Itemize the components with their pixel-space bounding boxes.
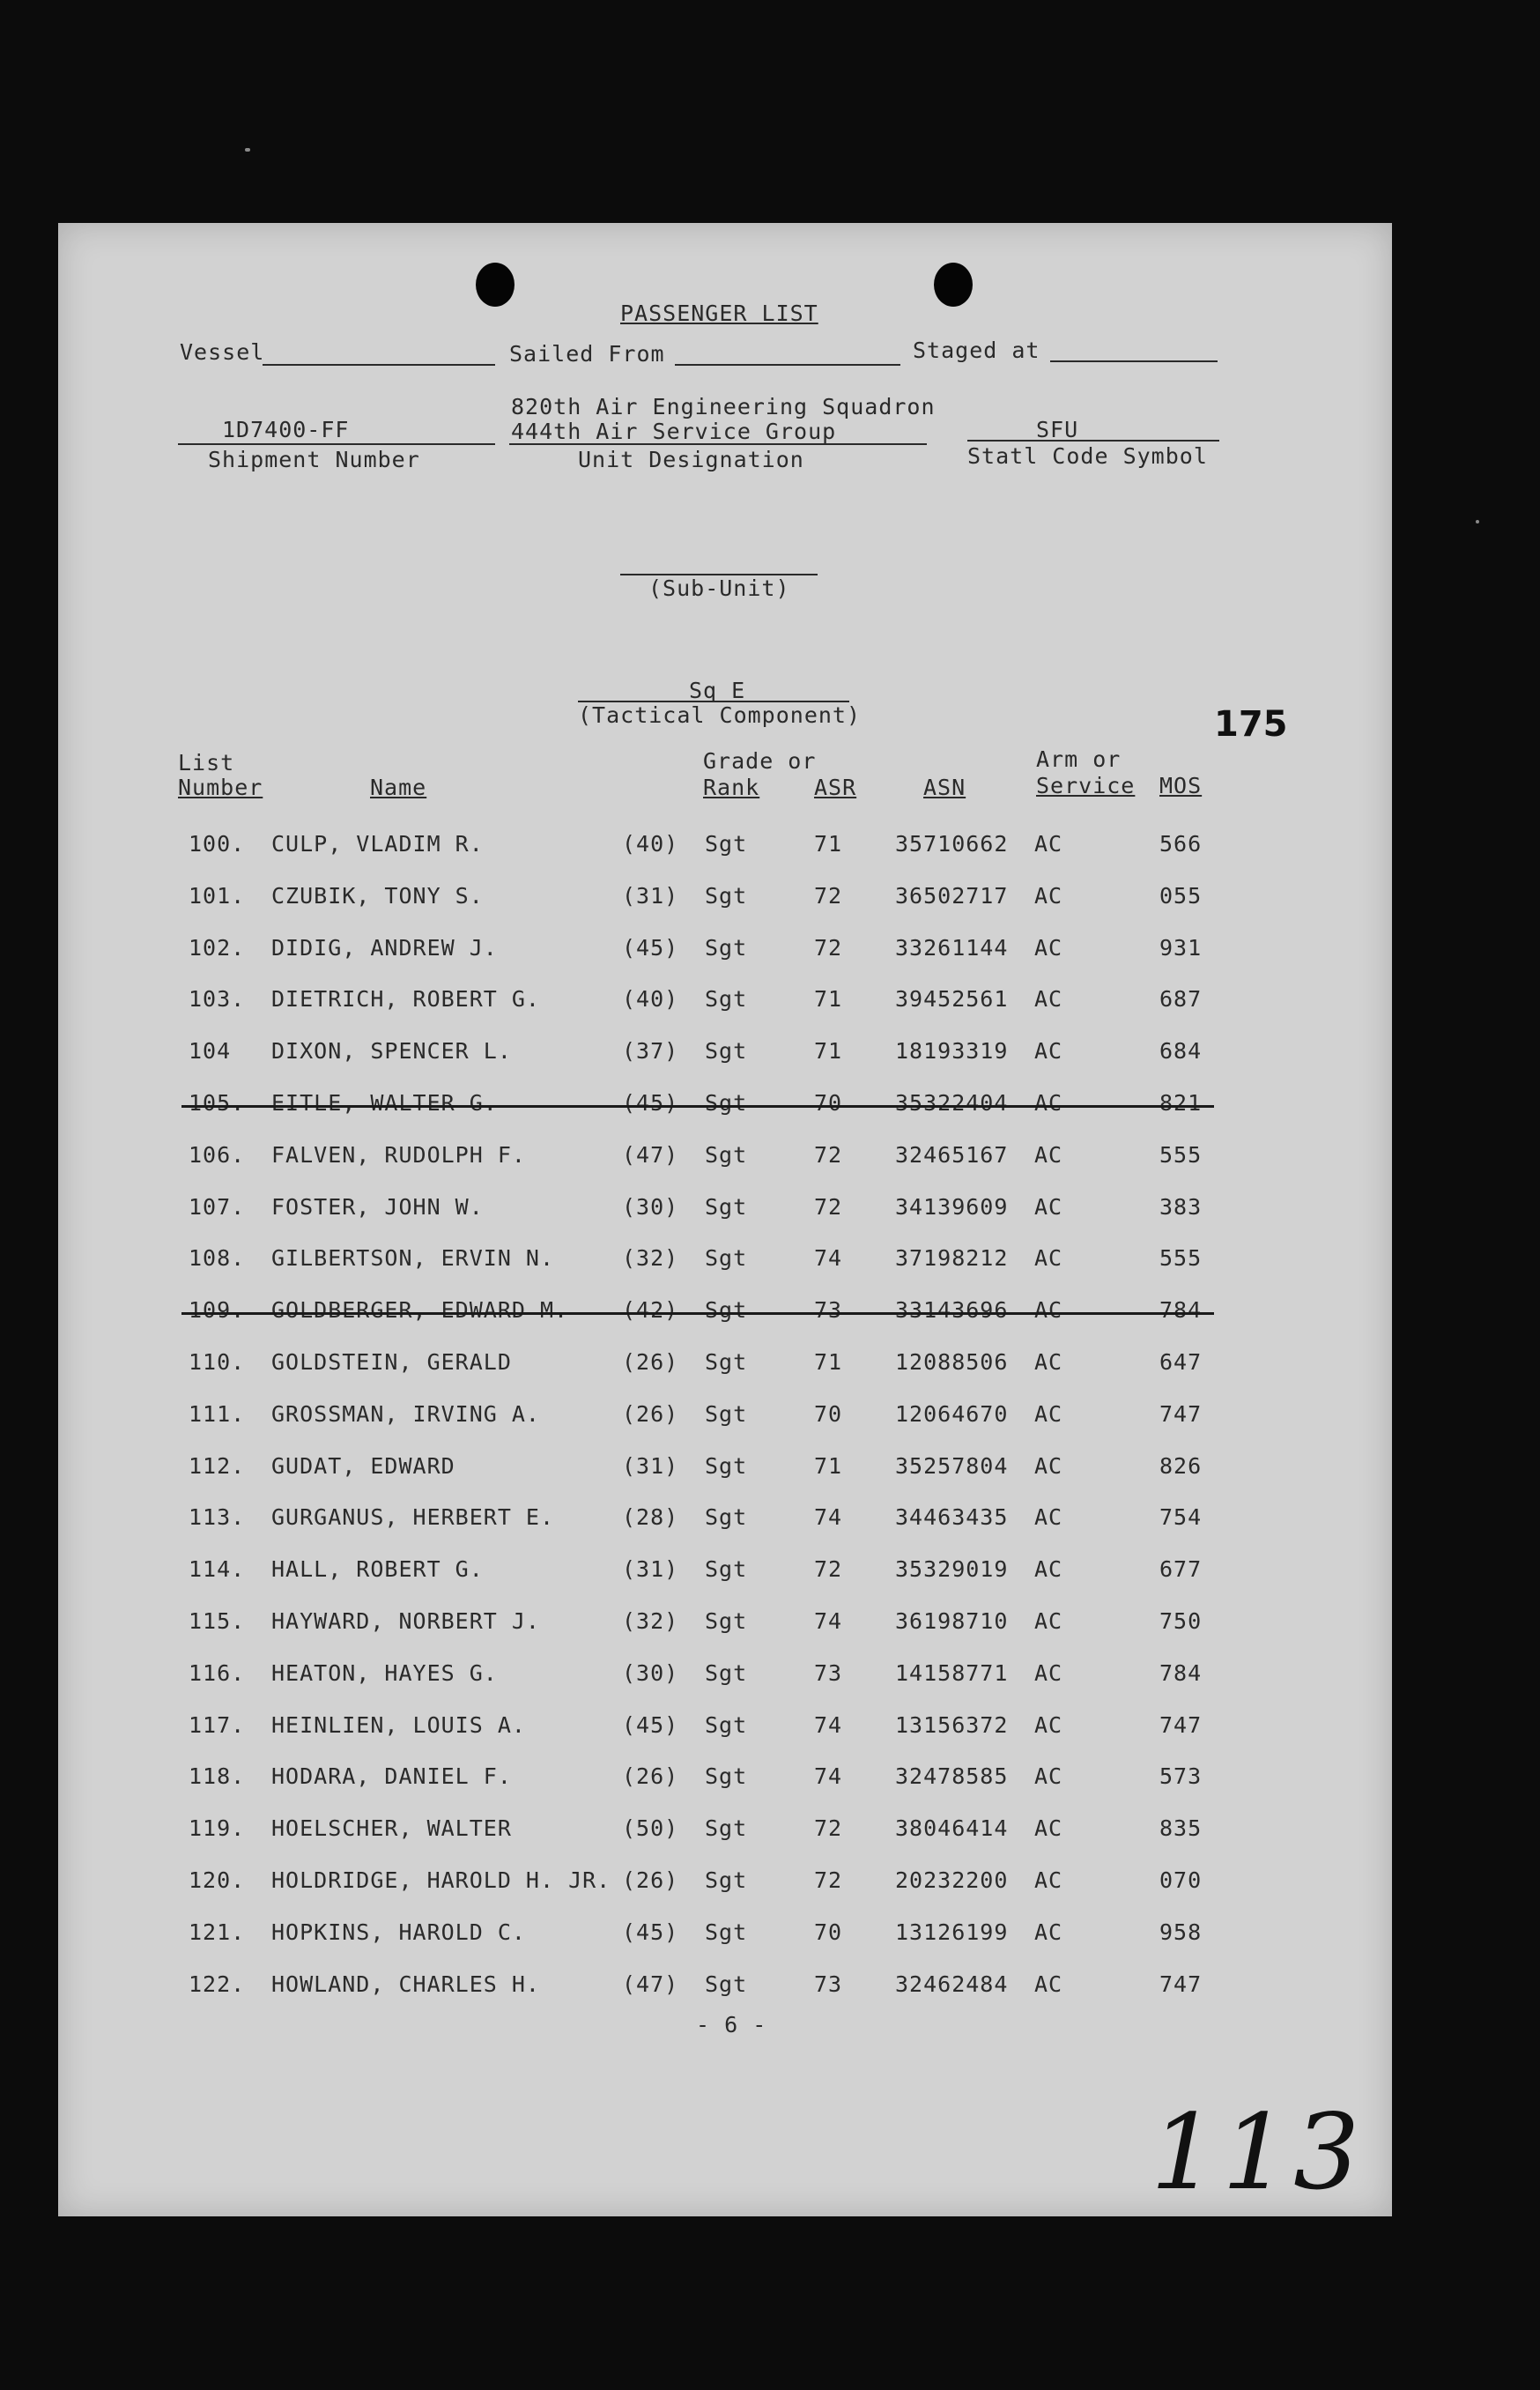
row-list-number: 117. bbox=[189, 1711, 246, 1738]
row-arm: AC bbox=[1034, 1867, 1063, 1893]
row-name: GURGANUS, HERBERT E. bbox=[271, 1504, 555, 1531]
row-rank: Sgt bbox=[705, 1763, 748, 1790]
row-asr: 71 bbox=[814, 986, 843, 1013]
strikethrough-line bbox=[181, 1312, 1214, 1315]
unit-designation-line-2: 444th Air Service Group bbox=[511, 419, 837, 444]
row-mos: 784 bbox=[1159, 1659, 1203, 1686]
row-arm: AC bbox=[1034, 1763, 1063, 1790]
table-row bbox=[58, 1608, 1392, 1644]
row-list-number: 122. bbox=[189, 1971, 246, 1997]
row-asn: 36198710 bbox=[895, 1608, 1009, 1634]
col-name: Name bbox=[370, 775, 427, 800]
staged-at-line bbox=[1050, 360, 1218, 362]
staged-at-label: Staged at bbox=[913, 338, 1040, 363]
row-asr: 72 bbox=[814, 1815, 843, 1842]
sailed-from-line bbox=[675, 364, 900, 366]
table-row bbox=[58, 1349, 1392, 1384]
row-mos: 826 bbox=[1159, 1452, 1203, 1479]
row-rank: Sgt bbox=[705, 1349, 748, 1375]
row-asn: 35329019 bbox=[895, 1556, 1009, 1583]
row-age: (45) bbox=[622, 934, 679, 961]
row-age: (26) bbox=[622, 1763, 679, 1790]
row-age: (28) bbox=[622, 1504, 679, 1531]
row-list-number: 102. bbox=[189, 934, 246, 961]
row-name: HEATON, HAYES G. bbox=[271, 1659, 498, 1686]
row-list-number: 110. bbox=[189, 1349, 246, 1375]
table-row bbox=[58, 883, 1392, 918]
table-row bbox=[58, 1763, 1392, 1799]
row-rank: Sgt bbox=[705, 1608, 748, 1634]
row-asn: 34463435 bbox=[895, 1504, 1009, 1531]
row-arm: AC bbox=[1034, 1193, 1063, 1220]
row-rank: Sgt bbox=[705, 831, 748, 857]
table-row bbox=[58, 986, 1392, 1021]
row-arm: AC bbox=[1034, 1659, 1063, 1686]
row-list-number: 115. bbox=[189, 1608, 246, 1634]
row-asn: 33143696 bbox=[895, 1297, 1009, 1324]
row-asn: 18193319 bbox=[895, 1038, 1009, 1065]
table-row bbox=[58, 1245, 1392, 1280]
row-mos: 958 bbox=[1159, 1919, 1203, 1945]
row-asn: 35322404 bbox=[895, 1090, 1009, 1116]
row-asr: 74 bbox=[814, 1245, 843, 1272]
row-rank: Sgt bbox=[705, 1452, 748, 1479]
row-name: HOPKINS, HAROLD C. bbox=[271, 1919, 526, 1945]
row-list-number: 100. bbox=[189, 831, 246, 857]
row-rank: Sgt bbox=[705, 1141, 748, 1168]
row-list-number: 105. bbox=[189, 1090, 246, 1116]
row-asn: 35710662 bbox=[895, 831, 1009, 857]
row-arm: AC bbox=[1034, 1090, 1063, 1116]
row-name: CULP, VLADIM R. bbox=[271, 831, 484, 857]
row-rank: Sgt bbox=[705, 1090, 748, 1116]
row-asr: 71 bbox=[814, 831, 843, 857]
row-asn: 35257804 bbox=[895, 1452, 1009, 1479]
row-arm: AC bbox=[1034, 1452, 1063, 1479]
row-name: HOWLAND, CHARLES H. bbox=[271, 1971, 540, 1997]
row-rank: Sgt bbox=[705, 1971, 748, 1997]
document-page bbox=[58, 223, 1392, 2216]
row-mos: 687 bbox=[1159, 986, 1203, 1013]
row-age: (31) bbox=[622, 1556, 679, 1583]
row-name: DIETRICH, ROBERT G. bbox=[271, 986, 540, 1013]
table-row bbox=[58, 1815, 1392, 1851]
col-mos: MOS bbox=[1159, 773, 1203, 798]
row-name: EITLE, WALTER G. bbox=[271, 1090, 498, 1116]
row-asn: 12088506 bbox=[895, 1349, 1009, 1375]
row-rank: Sgt bbox=[705, 1504, 748, 1531]
row-age: (50) bbox=[622, 1815, 679, 1842]
row-mos: 055 bbox=[1159, 882, 1203, 909]
row-age: (31) bbox=[622, 882, 679, 909]
row-asr: 73 bbox=[814, 1659, 843, 1686]
sailed-from-label: Sailed From bbox=[509, 341, 665, 367]
row-age: (30) bbox=[622, 1659, 679, 1686]
row-arm: AC bbox=[1034, 882, 1063, 909]
row-asr: 71 bbox=[814, 1349, 843, 1375]
row-asr: 74 bbox=[814, 1504, 843, 1531]
row-age: (37) bbox=[622, 1038, 679, 1065]
row-mos: 555 bbox=[1159, 1245, 1203, 1272]
table-row bbox=[58, 1712, 1392, 1748]
row-age: (45) bbox=[622, 1919, 679, 1945]
col-asn: ASN bbox=[923, 775, 966, 800]
col-grade-top: Grade or bbox=[703, 748, 817, 774]
stamped-number: 175 bbox=[1214, 704, 1288, 745]
table-row bbox=[58, 1453, 1392, 1488]
row-list-number: 120. bbox=[189, 1867, 246, 1893]
row-arm: AC bbox=[1034, 1711, 1063, 1738]
statl-code-line bbox=[967, 440, 1219, 442]
row-arm: AC bbox=[1034, 831, 1063, 857]
row-list-number: 109. bbox=[189, 1297, 246, 1324]
row-name: FOSTER, JOHN W. bbox=[271, 1193, 484, 1220]
sub-unit-label: (Sub-Unit) bbox=[648, 575, 790, 601]
row-arm: AC bbox=[1034, 986, 1063, 1013]
row-arm: AC bbox=[1034, 1919, 1063, 1945]
row-asn: 34139609 bbox=[895, 1193, 1009, 1220]
row-arm: AC bbox=[1034, 1608, 1063, 1634]
row-list-number: 103. bbox=[189, 986, 246, 1013]
row-mos: 784 bbox=[1159, 1297, 1203, 1324]
row-asn: 32478585 bbox=[895, 1763, 1009, 1790]
row-asr: 72 bbox=[814, 1141, 843, 1168]
row-asn: 38046414 bbox=[895, 1815, 1009, 1842]
row-name: HALL, ROBERT G. bbox=[271, 1556, 484, 1583]
row-age: (40) bbox=[622, 986, 679, 1013]
row-arm: AC bbox=[1034, 1556, 1063, 1583]
row-mos: 835 bbox=[1159, 1815, 1203, 1842]
row-asr: 70 bbox=[814, 1090, 843, 1116]
row-name: HOLDRIDGE, HAROLD H. JR. bbox=[271, 1867, 611, 1893]
col-list-number-bottom: Number bbox=[178, 775, 263, 800]
table-row bbox=[58, 1090, 1392, 1125]
row-arm: AC bbox=[1034, 1400, 1063, 1427]
row-arm: AC bbox=[1034, 934, 1063, 961]
row-age: (45) bbox=[622, 1711, 679, 1738]
row-asn: 32465167 bbox=[895, 1141, 1009, 1168]
table-row bbox=[58, 1194, 1392, 1229]
row-asn: 32462484 bbox=[895, 1971, 1009, 1997]
shipment-number: 1D7400-FF bbox=[222, 417, 350, 442]
row-name: GOLDBERGER, EDWARD M. bbox=[271, 1297, 569, 1324]
row-name: GILBERTSON, ERVIN N. bbox=[271, 1245, 555, 1272]
table-row bbox=[58, 1556, 1392, 1592]
row-rank: Sgt bbox=[705, 986, 748, 1013]
table-row bbox=[58, 1971, 1392, 2007]
row-mos: 555 bbox=[1159, 1141, 1203, 1168]
col-list-number-top: List bbox=[178, 750, 235, 776]
table-row bbox=[58, 1660, 1392, 1696]
row-list-number: 101. bbox=[189, 882, 246, 909]
vessel-line bbox=[263, 364, 495, 366]
row-asn: 36502717 bbox=[895, 882, 1009, 909]
row-rank: Sgt bbox=[705, 1659, 748, 1686]
row-asr: 72 bbox=[814, 1556, 843, 1583]
row-rank: Sgt bbox=[705, 882, 748, 909]
row-mos: 070 bbox=[1159, 1867, 1203, 1893]
row-mos: 821 bbox=[1159, 1090, 1203, 1116]
statl-code: SFU bbox=[1036, 417, 1079, 442]
row-asn: 13156372 bbox=[895, 1711, 1009, 1738]
handwritten-number: 113 bbox=[1151, 2091, 1366, 2213]
row-rank: Sgt bbox=[705, 1556, 748, 1583]
row-list-number: 118. bbox=[189, 1763, 246, 1790]
row-asr: 71 bbox=[814, 1038, 843, 1065]
row-arm: AC bbox=[1034, 1971, 1063, 1997]
col-grade-bottom: Rank bbox=[703, 775, 760, 800]
punch-hole-left bbox=[476, 263, 515, 307]
row-list-number: 112. bbox=[189, 1452, 246, 1479]
row-arm: AC bbox=[1034, 1038, 1063, 1065]
row-age: (47) bbox=[622, 1141, 679, 1168]
row-name: CZUBIK, TONY S. bbox=[271, 882, 484, 909]
row-asr: 73 bbox=[814, 1297, 843, 1324]
table-row bbox=[58, 935, 1392, 970]
row-asr: 72 bbox=[814, 934, 843, 961]
row-name: HOELSCHER, WALTER bbox=[271, 1815, 512, 1842]
page-number: - 6 - bbox=[696, 2012, 767, 2037]
tactical-component: Sq E bbox=[689, 678, 746, 703]
row-name: HAYWARD, NORBERT J. bbox=[271, 1608, 540, 1634]
row-asn: 33261144 bbox=[895, 934, 1009, 961]
table-row bbox=[58, 1867, 1392, 1903]
col-arm-top: Arm or bbox=[1036, 746, 1122, 772]
row-name: GUDAT, EDWARD bbox=[271, 1452, 455, 1479]
row-rank: Sgt bbox=[705, 1297, 748, 1324]
row-asr: 70 bbox=[814, 1919, 843, 1945]
row-rank: Sgt bbox=[705, 1193, 748, 1220]
row-age: (32) bbox=[622, 1608, 679, 1634]
strikethrough-line bbox=[181, 1105, 1214, 1108]
row-arm: AC bbox=[1034, 1141, 1063, 1168]
row-mos: 566 bbox=[1159, 831, 1203, 857]
row-arm: AC bbox=[1034, 1297, 1063, 1324]
col-asr: ASR bbox=[814, 775, 857, 800]
vessel-label: Vessel bbox=[180, 339, 265, 365]
table-row bbox=[58, 1142, 1392, 1177]
row-mos: 747 bbox=[1159, 1711, 1203, 1738]
table-row bbox=[58, 831, 1392, 866]
dust-speck bbox=[1476, 520, 1479, 523]
row-asr: 74 bbox=[814, 1763, 843, 1790]
row-rank: Sgt bbox=[705, 934, 748, 961]
row-age: (40) bbox=[622, 831, 679, 857]
row-list-number: 111. bbox=[189, 1400, 246, 1427]
row-rank: Sgt bbox=[705, 1245, 748, 1272]
table-row bbox=[58, 1401, 1392, 1436]
dust-speck bbox=[245, 148, 250, 152]
row-name: FALVEN, RUDOLPH F. bbox=[271, 1141, 526, 1168]
row-asn: 13126199 bbox=[895, 1919, 1009, 1945]
row-list-number: 107. bbox=[189, 1193, 246, 1220]
row-name: GOLDSTEIN, GERALD bbox=[271, 1349, 512, 1375]
row-asr: 73 bbox=[814, 1971, 843, 1997]
row-mos: 573 bbox=[1159, 1763, 1203, 1790]
row-name: DIDIG, ANDREW J. bbox=[271, 934, 498, 961]
unit-designation-line bbox=[509, 443, 927, 445]
row-list-number: 114. bbox=[189, 1556, 246, 1583]
row-list-number: 116. bbox=[189, 1659, 246, 1686]
row-asr: 74 bbox=[814, 1711, 843, 1738]
shipment-number-label: Shipment Number bbox=[208, 447, 420, 472]
punch-hole-right bbox=[934, 263, 973, 307]
row-age: (26) bbox=[622, 1400, 679, 1427]
unit-designation-label: Unit Designation bbox=[578, 447, 804, 472]
row-asn: 12064670 bbox=[895, 1400, 1009, 1427]
row-asr: 70 bbox=[814, 1400, 843, 1427]
table-row bbox=[58, 1504, 1392, 1540]
row-mos: 647 bbox=[1159, 1349, 1203, 1375]
row-mos: 747 bbox=[1159, 1400, 1203, 1427]
row-mos: 750 bbox=[1159, 1608, 1203, 1634]
table-row bbox=[58, 1038, 1392, 1073]
row-asr: 72 bbox=[814, 1193, 843, 1220]
row-asn: 39452561 bbox=[895, 986, 1009, 1013]
row-list-number: 121. bbox=[189, 1919, 246, 1945]
row-age: (30) bbox=[622, 1193, 679, 1220]
row-list-number: 104 bbox=[189, 1038, 232, 1065]
row-name: HEINLIEN, LOUIS A. bbox=[271, 1711, 526, 1738]
page-title: PASSENGER LIST bbox=[620, 301, 818, 326]
row-asr: 71 bbox=[814, 1452, 843, 1479]
unit-designation-line-1: 820th Air Engineering Squadron bbox=[511, 394, 936, 419]
row-rank: Sgt bbox=[705, 1919, 748, 1945]
table-row bbox=[58, 1297, 1392, 1332]
row-rank: Sgt bbox=[705, 1711, 748, 1738]
row-asn: 14158771 bbox=[895, 1659, 1009, 1686]
row-arm: AC bbox=[1034, 1815, 1063, 1842]
row-age: (32) bbox=[622, 1245, 679, 1272]
row-mos: 684 bbox=[1159, 1038, 1203, 1065]
row-mos: 383 bbox=[1159, 1193, 1203, 1220]
row-mos: 754 bbox=[1159, 1504, 1203, 1531]
row-list-number: 106. bbox=[189, 1141, 246, 1168]
row-age: (42) bbox=[622, 1297, 679, 1324]
row-rank: Sgt bbox=[705, 1815, 748, 1842]
row-mos: 931 bbox=[1159, 934, 1203, 961]
row-asr: 72 bbox=[814, 882, 843, 909]
row-list-number: 113. bbox=[189, 1504, 246, 1531]
row-mos: 677 bbox=[1159, 1556, 1203, 1583]
row-name: DIXON, SPENCER L. bbox=[271, 1038, 512, 1065]
table-row bbox=[58, 1919, 1392, 1955]
row-age: (47) bbox=[622, 1971, 679, 1997]
row-age: (26) bbox=[622, 1349, 679, 1375]
row-asn: 20232200 bbox=[895, 1867, 1009, 1893]
row-mos: 747 bbox=[1159, 1971, 1203, 1997]
row-asn: 37198212 bbox=[895, 1245, 1009, 1272]
row-age: (45) bbox=[622, 1090, 679, 1116]
tactical-component-label: (Tactical Component) bbox=[578, 702, 862, 728]
row-rank: Sgt bbox=[705, 1038, 748, 1065]
row-age: (26) bbox=[622, 1867, 679, 1893]
row-arm: AC bbox=[1034, 1504, 1063, 1531]
row-list-number: 119. bbox=[189, 1815, 246, 1842]
row-asr: 74 bbox=[814, 1608, 843, 1634]
row-name: HODARA, DANIEL F. bbox=[271, 1763, 512, 1790]
row-list-number: 108. bbox=[189, 1245, 246, 1272]
col-arm-bottom: Service bbox=[1036, 773, 1136, 798]
row-name: GROSSMAN, IRVING A. bbox=[271, 1400, 540, 1427]
row-arm: AC bbox=[1034, 1245, 1063, 1272]
row-arm: AC bbox=[1034, 1349, 1063, 1375]
statl-code-label: Statl Code Symbol bbox=[967, 443, 1208, 469]
row-age: (31) bbox=[622, 1452, 679, 1479]
row-rank: Sgt bbox=[705, 1400, 748, 1427]
row-asr: 72 bbox=[814, 1867, 843, 1893]
row-rank: Sgt bbox=[705, 1867, 748, 1893]
shipment-number-line bbox=[178, 443, 495, 445]
